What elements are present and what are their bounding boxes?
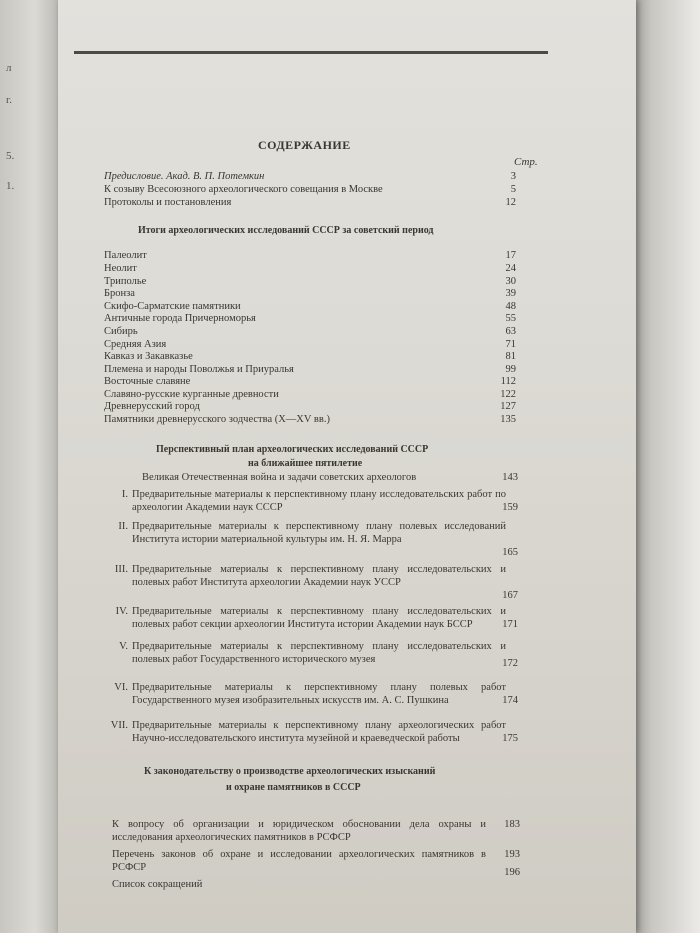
- toc-entry-label: К вопросу об организации и юридическом обосновании дела охраны и исследования археологических памятников в РСФСР: [112, 819, 486, 843]
- entry-number: V.: [119, 641, 128, 652]
- toc-entry-label: Древнерусский город: [104, 401, 200, 412]
- toc-entry-label: Протоколы и постановления: [104, 197, 232, 208]
- toc-entry[interactable]: [106, 563, 518, 605]
- toc-entry-page: 143: [502, 472, 518, 483]
- toc-entry-label: Средняя Азия: [104, 339, 167, 350]
- toc-entry-page: 122: [500, 389, 516, 400]
- toc-entry-page: 171: [502, 619, 518, 630]
- page-column-label: Стр.: [514, 156, 538, 168]
- toc-entry-label: Неолит: [104, 263, 137, 274]
- toc-entry-page: 12: [505, 197, 516, 208]
- toc-entry-label: Предварительные материалы к перспективному плану исследовательских и полевых работ Института археологии Академии наук УССР: [132, 564, 506, 588]
- toc-entry-page: 165: [502, 547, 518, 558]
- entry-number: VII.: [110, 720, 128, 731]
- entry-number: III.: [114, 564, 128, 575]
- section-heading: Итоги археологических исследований СССР за советский период: [138, 225, 434, 236]
- contents-title: СОДЕРЖАНИЕ: [258, 138, 351, 152]
- toc-entry-page: 48: [505, 301, 516, 312]
- section-heading-line2: на ближайшее пятилетие: [248, 458, 363, 469]
- toc-entry-page: 30: [505, 276, 516, 287]
- entry-number: VI.: [114, 682, 128, 693]
- toc-entry-label: Великая Отечественная война и задачи советских археологов: [142, 472, 417, 483]
- toc-entry-page: 99: [505, 364, 516, 375]
- toc-entry-label: Триполье: [104, 276, 147, 287]
- toc-entry[interactable]: [92, 867, 520, 894]
- toc-entry-page: 167: [502, 590, 518, 601]
- contents-page: [58, 0, 636, 933]
- toc-entry-label: Список сокращений: [112, 879, 203, 890]
- toc-entry-label: Бронза: [104, 288, 135, 299]
- toc-entry-page: 63: [505, 326, 516, 337]
- toc-entry-page: 196: [504, 867, 520, 878]
- toc-entry-label: Предварительные материалы к перспективному плану исследовательских и полевых работ секции археологии Института истории Академии наук БССР: [132, 606, 506, 630]
- toc-entry-label: Племена и народы Поволжья и Приуралья: [104, 364, 294, 375]
- toc-entry-label: Памятники древнерусского зодчества (X—XV вв.): [104, 414, 330, 425]
- toc-entry[interactable]: [92, 848, 520, 876]
- section-heading: К законодательству о производстве археологических изысканий: [144, 766, 436, 777]
- toc-entry[interactable]: [92, 818, 520, 846]
- toc-entry-page: 39: [505, 288, 516, 299]
- section-heading-line2: и охране памятников в СССР: [226, 782, 361, 793]
- toc-entry-page: 5: [510, 184, 516, 195]
- section-heading: Перспективный план археологических исследований СССР: [156, 444, 429, 455]
- toc-entry-label: Предварительные материалы к перспективному плану исследовательских работ по археологии Академии наук СССР: [132, 489, 506, 513]
- toc-entry-page: 55: [505, 313, 516, 324]
- toc-entry-label: Перечень законов об охране и исследовании археологических памятников в РСФСР: [112, 849, 486, 873]
- entry-number: II.: [118, 521, 128, 532]
- toc-entry[interactable]: [106, 488, 518, 518]
- toc-entry-label: К созыву Всесоюзного археологического совещания в Москве: [104, 184, 383, 195]
- toc-entry-label: Античные города Причерноморья: [104, 313, 256, 324]
- toc-entry[interactable]: [106, 719, 518, 761]
- toc-entry-page: 175: [502, 733, 518, 744]
- toc-entry-page: 3: [510, 171, 516, 182]
- top-rule: [74, 51, 548, 54]
- entry-number: IV.: [115, 606, 128, 617]
- toc-entry[interactable]: [106, 681, 518, 723]
- toc-entry-label: Предисловие. Акад. В. П. Потемкин: [104, 171, 265, 182]
- toc-entry-page: 24: [505, 263, 516, 274]
- toc-entry-page: 81: [505, 351, 516, 362]
- toc-entry-label: Славяно-русские курганные древности: [104, 389, 279, 400]
- facing-page: л г. 5. 1.: [0, 0, 58, 933]
- toc-entry-label: Палеолит: [104, 250, 147, 261]
- toc-entry[interactable]: [106, 640, 518, 682]
- toc-entry-page: 71: [505, 339, 516, 350]
- entry-number: I.: [121, 489, 128, 500]
- toc-entry-page: 193: [504, 849, 520, 860]
- toc-entry-page: 183: [504, 819, 520, 830]
- toc-entry-page: 17: [505, 250, 516, 261]
- toc-entry-page: 112: [500, 376, 516, 387]
- toc-entry-page: 174: [502, 695, 518, 706]
- toc-entry-label: Предварительные материалы к перспективному плану полевых работ Государственного музея изобразительных искусств им. А. С. Пушкина: [132, 682, 506, 706]
- toc-entry-label: Сибирь: [104, 326, 138, 337]
- toc-entry[interactable]: [106, 520, 518, 562]
- toc-entry-label: Предварительные материалы к перспективному плану археологических работ Научно-исследовательского института музейной и краеведческой работы: [132, 720, 506, 744]
- toc-entry-page: 159: [502, 502, 518, 513]
- toc-entry-page: 172: [502, 658, 518, 669]
- toc-entry-label: Кавказ и Закавказье: [104, 351, 193, 362]
- toc-entry-label: Предварительные материалы к перспективному плану полевых исследований Института истории материальной культуры им. Н. Я. Марра: [132, 521, 506, 545]
- toc-entry-label: Предварительные материалы к перспективному плану исследовательских и полевых работ Государственного исторического музея: [132, 641, 506, 665]
- toc-entry-label: Восточные славяне: [104, 376, 191, 387]
- toc-entry-page: 127: [500, 401, 516, 412]
- toc-entry-page: 135: [500, 414, 516, 425]
- toc-entry-label: Скифо-Сарматские памятники: [104, 301, 241, 312]
